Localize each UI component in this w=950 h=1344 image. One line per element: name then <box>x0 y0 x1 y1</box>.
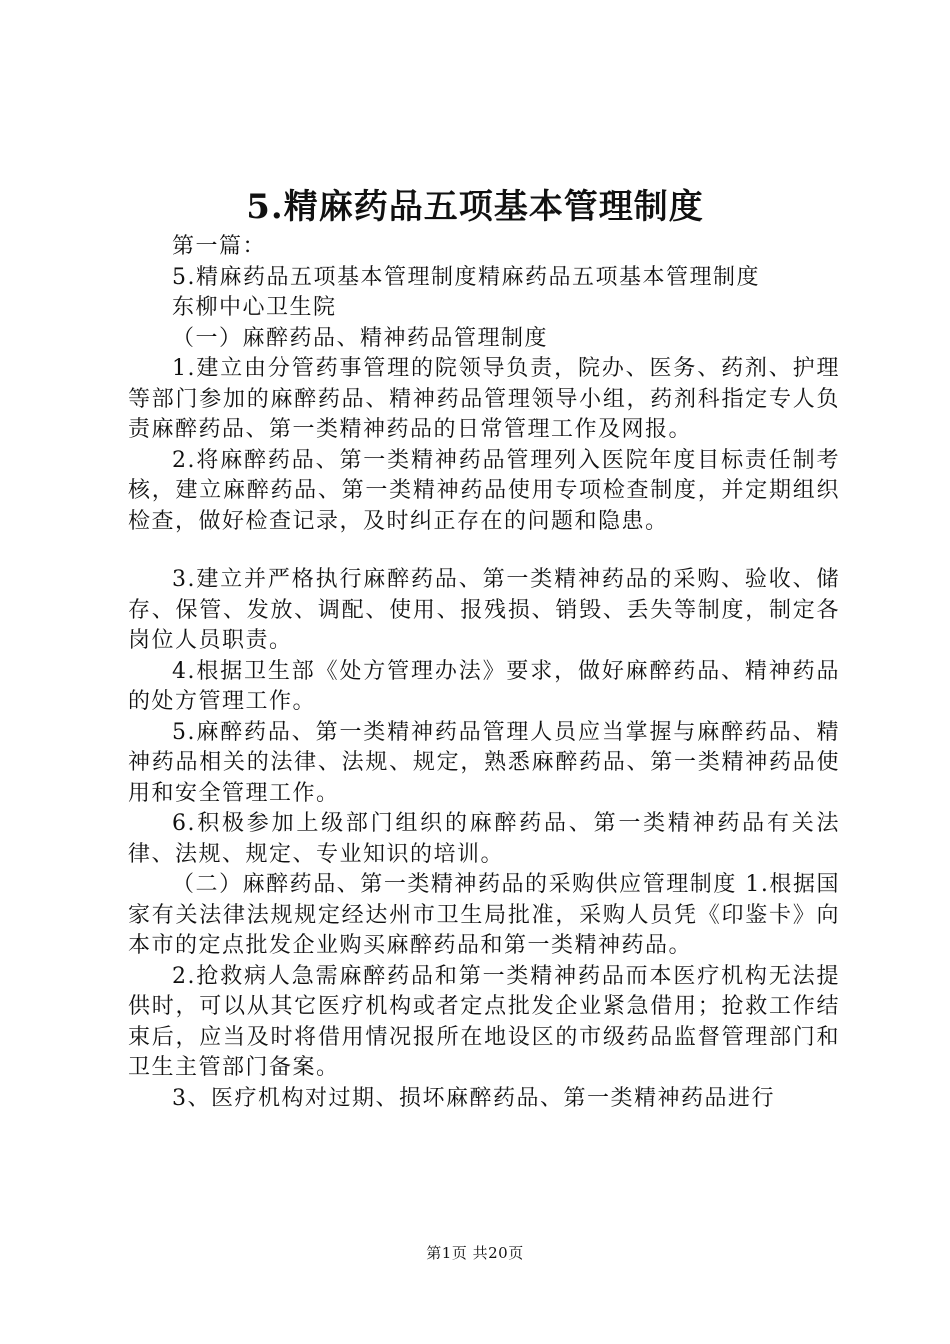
paragraph: 5.麻醉药品、第一类精神药品管理人员应当掌握与麻醉药品、精神药品相关的法律、法规、规定，熟悉麻醉药品、第一类精神药品使用和安全管理工作。 <box>128 719 840 806</box>
document-title: 5.精麻药品五项基本管理制度 <box>246 187 704 227</box>
paragraph: 东柳中心卫生院 <box>172 295 337 320</box>
paragraph: 第一篇： <box>172 234 267 259</box>
paragraph: 1.建立由分管药事管理的院领导负责，院办、医务、药剂、护理等部门参加的麻醉药品、精神药品管理领导小组，药剂科指定专人负责麻醉药品、第一类精神药品的日常管理工作及网报。 <box>128 356 840 442</box>
paragraph: （一）麻醉药品、精神药品管理制度 <box>172 325 549 351</box>
document-body <box>128 232 840 1114</box>
paragraph: 2.将麻醉药品、第一类精神药品管理列入医院年度目标责任制考核，建立麻醉药品、第一类精神药品使用专项检查制度，并定期组织检查，做好检查记录，及时纠正存在的问题和隐患。 <box>128 447 840 534</box>
paragraph: 5.精麻药品五项基本管理制度精麻药品五项基本管理制度 <box>172 264 760 290</box>
paragraph: 4.根据卫生部《处方管理办法》要求，做好麻醉药品、精神药品的处方管理工作。 <box>128 658 840 714</box>
paragraph: 2.抢救病人急需麻醉药品和第一类精神药品而本医疗机构无法提供时，可以从其它医疗机构或者定点批发企业紧急借用；抢救工作结束后，应当及时将借用情况报所在地设区的市级药品监督管理部门和卫生主管部门备案。 <box>128 963 840 1080</box>
paragraph: 3.建立并严格执行麻醉药品、第一类精神药品的采购、验收、储存、保管、发放、调配、使用、报残损、销毁、丢失等制度，制定各岗位人员职责。 <box>128 567 840 653</box>
paragraph: 3、医疗机构对过期、损坏麻醉药品、第一类精神药品进行 <box>172 1085 775 1111</box>
page-number-footer: 第1页 共20页 <box>426 1244 524 1262</box>
paragraph: 6.积极参加上级部门组织的麻醉药品、第一类精神药品有关法律、法规、规定、专业知识的培训。 <box>128 811 840 867</box>
paragraph: （二）麻醉药品、第一类精神药品的采购供应管理制度 1.根据国家有关法律法规规定经达州市卫生局批准，采购人员凭《印鉴卡》向本市的定点批发企业购买麻醉药品和第一类精神药品。 <box>128 872 840 958</box>
